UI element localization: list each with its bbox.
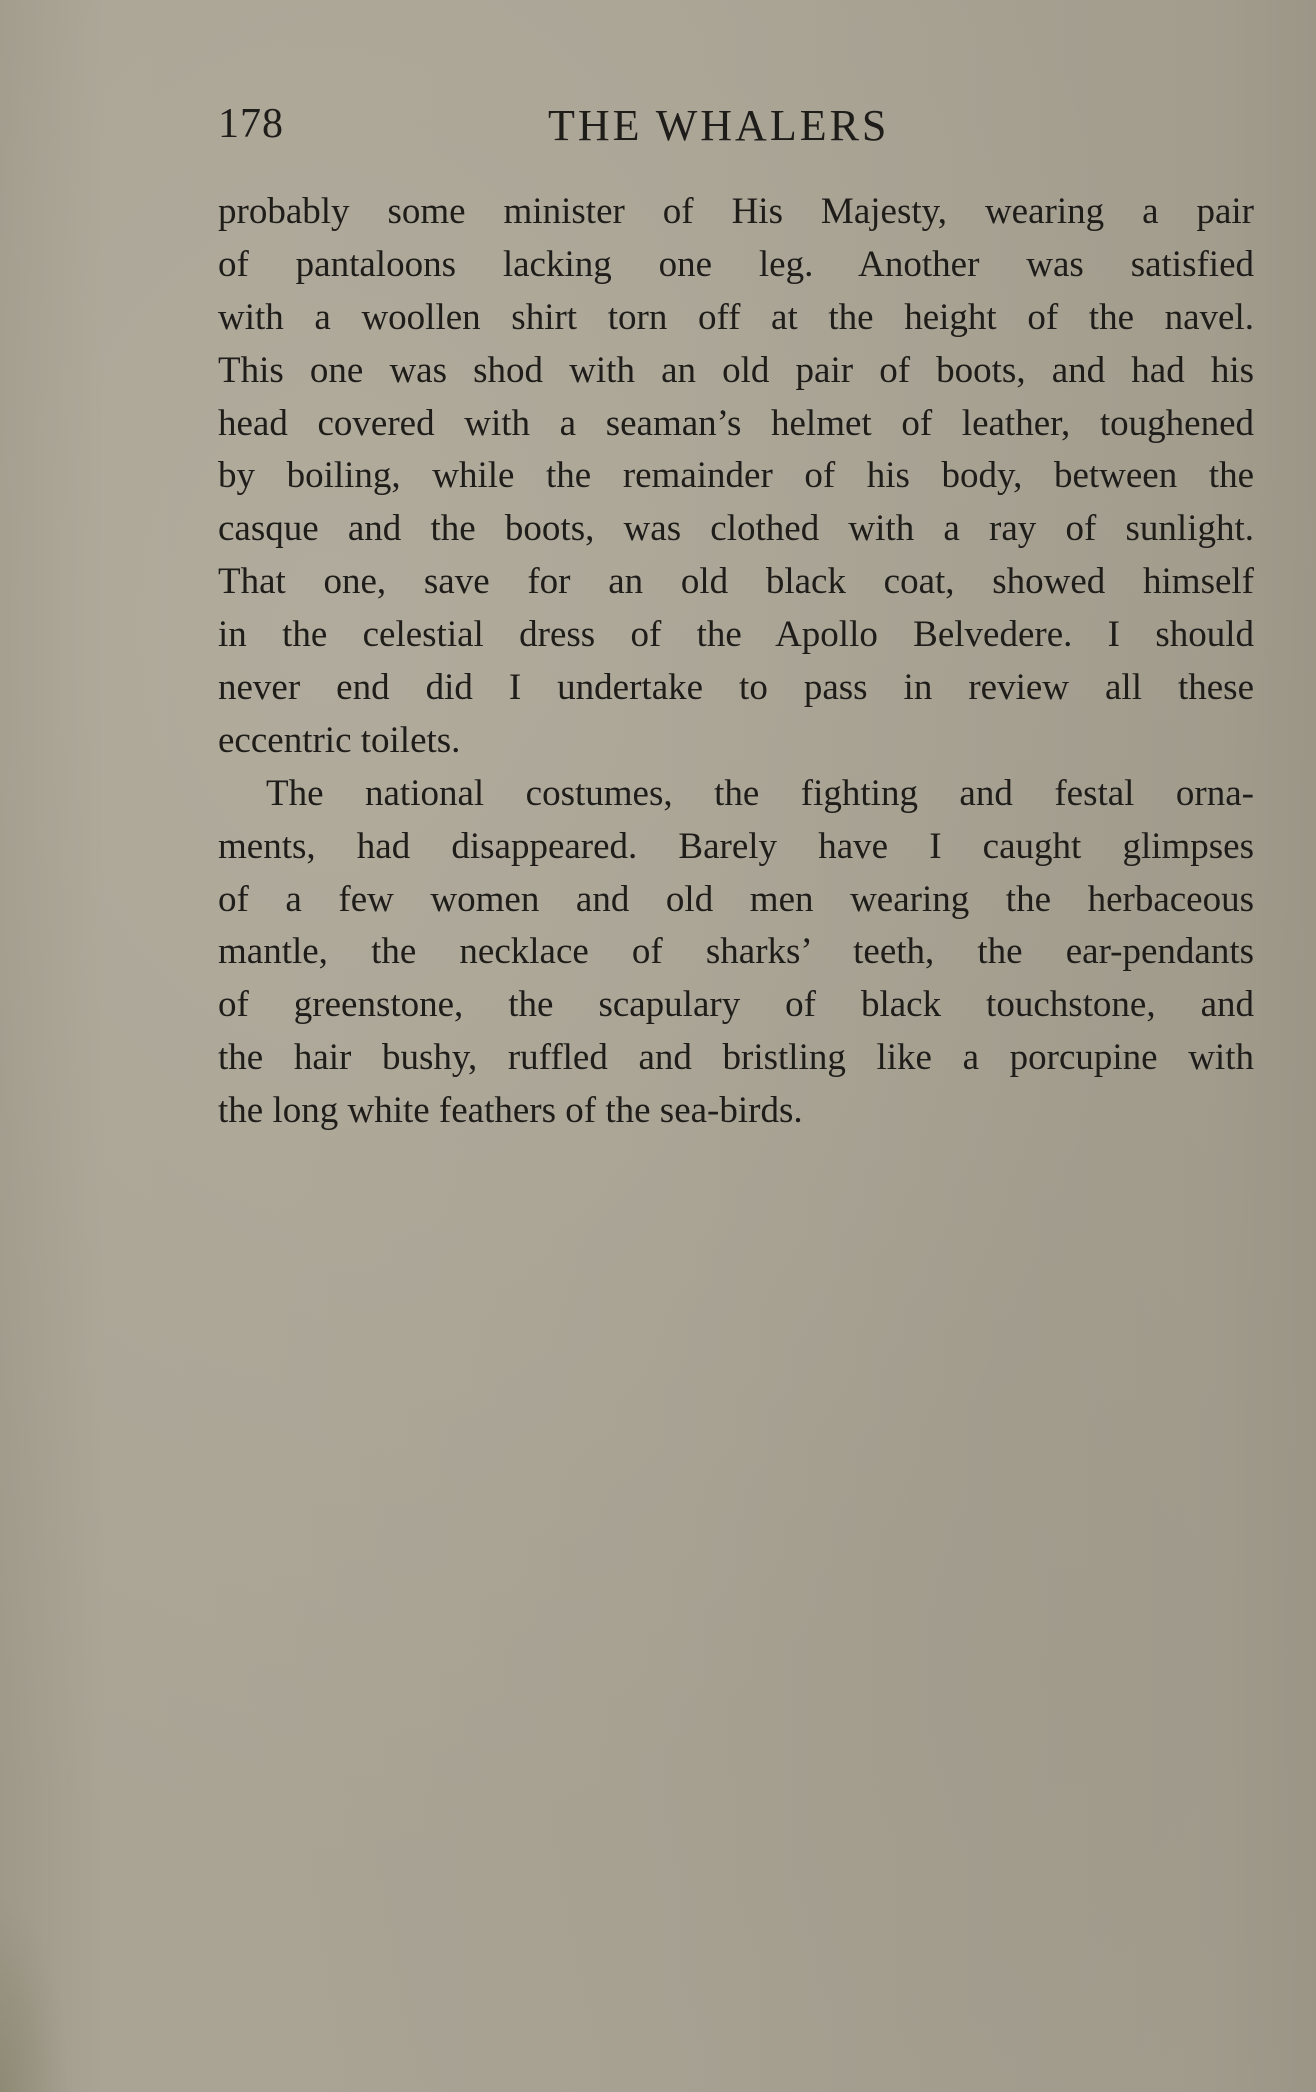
text-line: probably some minister of His Majesty, wearing a pair: [218, 191, 1254, 232]
text-line: mantle, the necklace of sharks’ teeth, the ear-pendants: [218, 931, 1254, 973]
text-line: with a woollen shirt torn off at the height of the navel.: [218, 296, 1254, 338]
text-line: This one was shod with an old pair of boots, and had his: [218, 349, 1254, 391]
paragraph-end-line: the long white feathers of the sea-birds.: [218, 1090, 803, 1132]
text-line: That one, save for an old black coat, showed himself: [218, 561, 1254, 603]
text-line: of pantaloons lacking one leg. Another was satisfied: [218, 243, 1254, 285]
text-line: of a few women and old men wearing the herbaceous: [218, 878, 1254, 920]
text-line: by boiling, while the remainder of his body, between the: [218, 455, 1254, 497]
text-line: ments, had disappeared. Barely have I caught glimpses: [218, 825, 1254, 867]
running-head: [218, 100, 1254, 160]
page-number: 178: [218, 101, 284, 147]
text-line: never end did I undertake to pass in review all these: [218, 667, 1254, 709]
paragraph-end-line: eccentric toilets.: [218, 719, 461, 761]
text-line: head covered with a seaman’s helmet of leather, toughened: [218, 402, 1254, 444]
body-text: [218, 186, 1254, 1138]
paragraph-start-line: The national costumes, the fighting and festal orna-: [266, 772, 1254, 814]
text-line: of greenstone, the scapulary of black touchstone, and: [218, 984, 1254, 1026]
text-line: casque and the boots, was clothed with a ray of sunlight.: [218, 508, 1254, 550]
page-shadow: [0, 1892, 70, 2092]
text-line: in the celestial dress of the Apollo Belvedere. I should: [218, 614, 1254, 656]
running-title: THE WHALERS: [548, 101, 890, 150]
text-line: the hair bushy, ruffled and bristling like a porcupine with: [218, 1037, 1254, 1079]
